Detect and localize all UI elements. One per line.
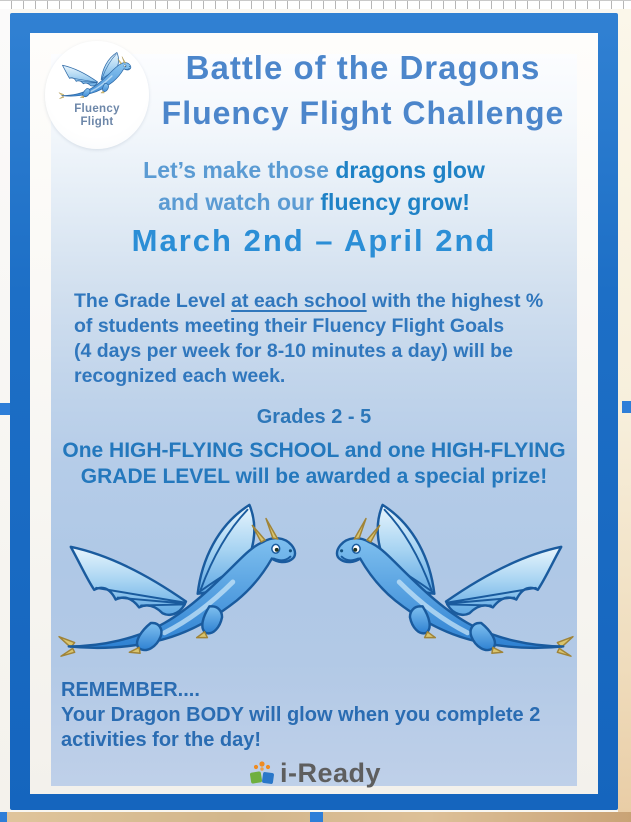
paragraph-line3: (4 days per week for 8-10 minutes a day) will be xyxy=(74,340,513,362)
subtitle xyxy=(51,154,577,218)
title-line-1: Battle of the Dragons xyxy=(185,49,541,86)
date-range: March 2nd – April 2nd xyxy=(131,223,497,258)
iready-cube-icon xyxy=(247,760,277,788)
selection-handle-bottom[interactable] xyxy=(310,812,323,822)
grades-label: Grades 2 - 5 xyxy=(256,406,372,428)
flyer-paper-margin xyxy=(30,33,598,794)
dragon-illustrations xyxy=(51,496,577,672)
subtitle-line1-light: Let’s make those xyxy=(143,157,336,183)
paragraph-line1-pre: The Grade Level xyxy=(74,290,232,312)
title-line-2: Fluency Flight Challenge xyxy=(161,95,565,131)
logo-label: Fluency Flight xyxy=(74,103,120,128)
subtitle-line2-light: and watch our xyxy=(158,189,321,215)
dragon-sketch-icon xyxy=(57,51,137,101)
iready-wordmark: i-Ready xyxy=(279,758,382,788)
iready-logo xyxy=(51,758,577,789)
editor-ruler xyxy=(0,0,631,9)
blue-dragon-illustration-left xyxy=(55,500,313,664)
selection-handle-right[interactable] xyxy=(622,401,631,413)
page-title xyxy=(151,48,575,133)
prize-line-2: GRADE LEVEL will be awarded a special prize! xyxy=(80,465,548,488)
flyer-content xyxy=(51,49,577,788)
blue-dragon-illustration-right xyxy=(319,500,577,664)
paragraph-line4: recognized each week. xyxy=(74,365,286,387)
reminder-line-3: activities for the day! xyxy=(61,729,262,751)
paragraph-line1-post: with the highest % xyxy=(366,290,544,312)
body-paragraph xyxy=(74,289,567,389)
prize-line-1: One HIGH-FLYING SCHOOL and one HIGH-FLYING xyxy=(62,439,566,462)
selection-handle-bottom-left[interactable] xyxy=(0,812,7,822)
selection-handle-left[interactable] xyxy=(0,403,10,415)
underlined-phrase: at each school xyxy=(231,290,367,312)
subtitle-line2-dark: fluency grow! xyxy=(320,189,470,215)
reminder-text xyxy=(61,678,557,753)
prize-text xyxy=(51,438,577,490)
reminder-line-2: Your Dragon BODY will glow when you complete 2 xyxy=(61,704,541,726)
fluency-flight-logo xyxy=(45,41,149,149)
subtitle-line1-dark: dragons glow xyxy=(335,157,485,183)
paragraph-line2: of students meeting their Fluency Flight Goals xyxy=(74,315,505,337)
flyer-blue-frame xyxy=(10,13,618,810)
reminder-line-1: REMEMBER.... xyxy=(61,679,200,701)
